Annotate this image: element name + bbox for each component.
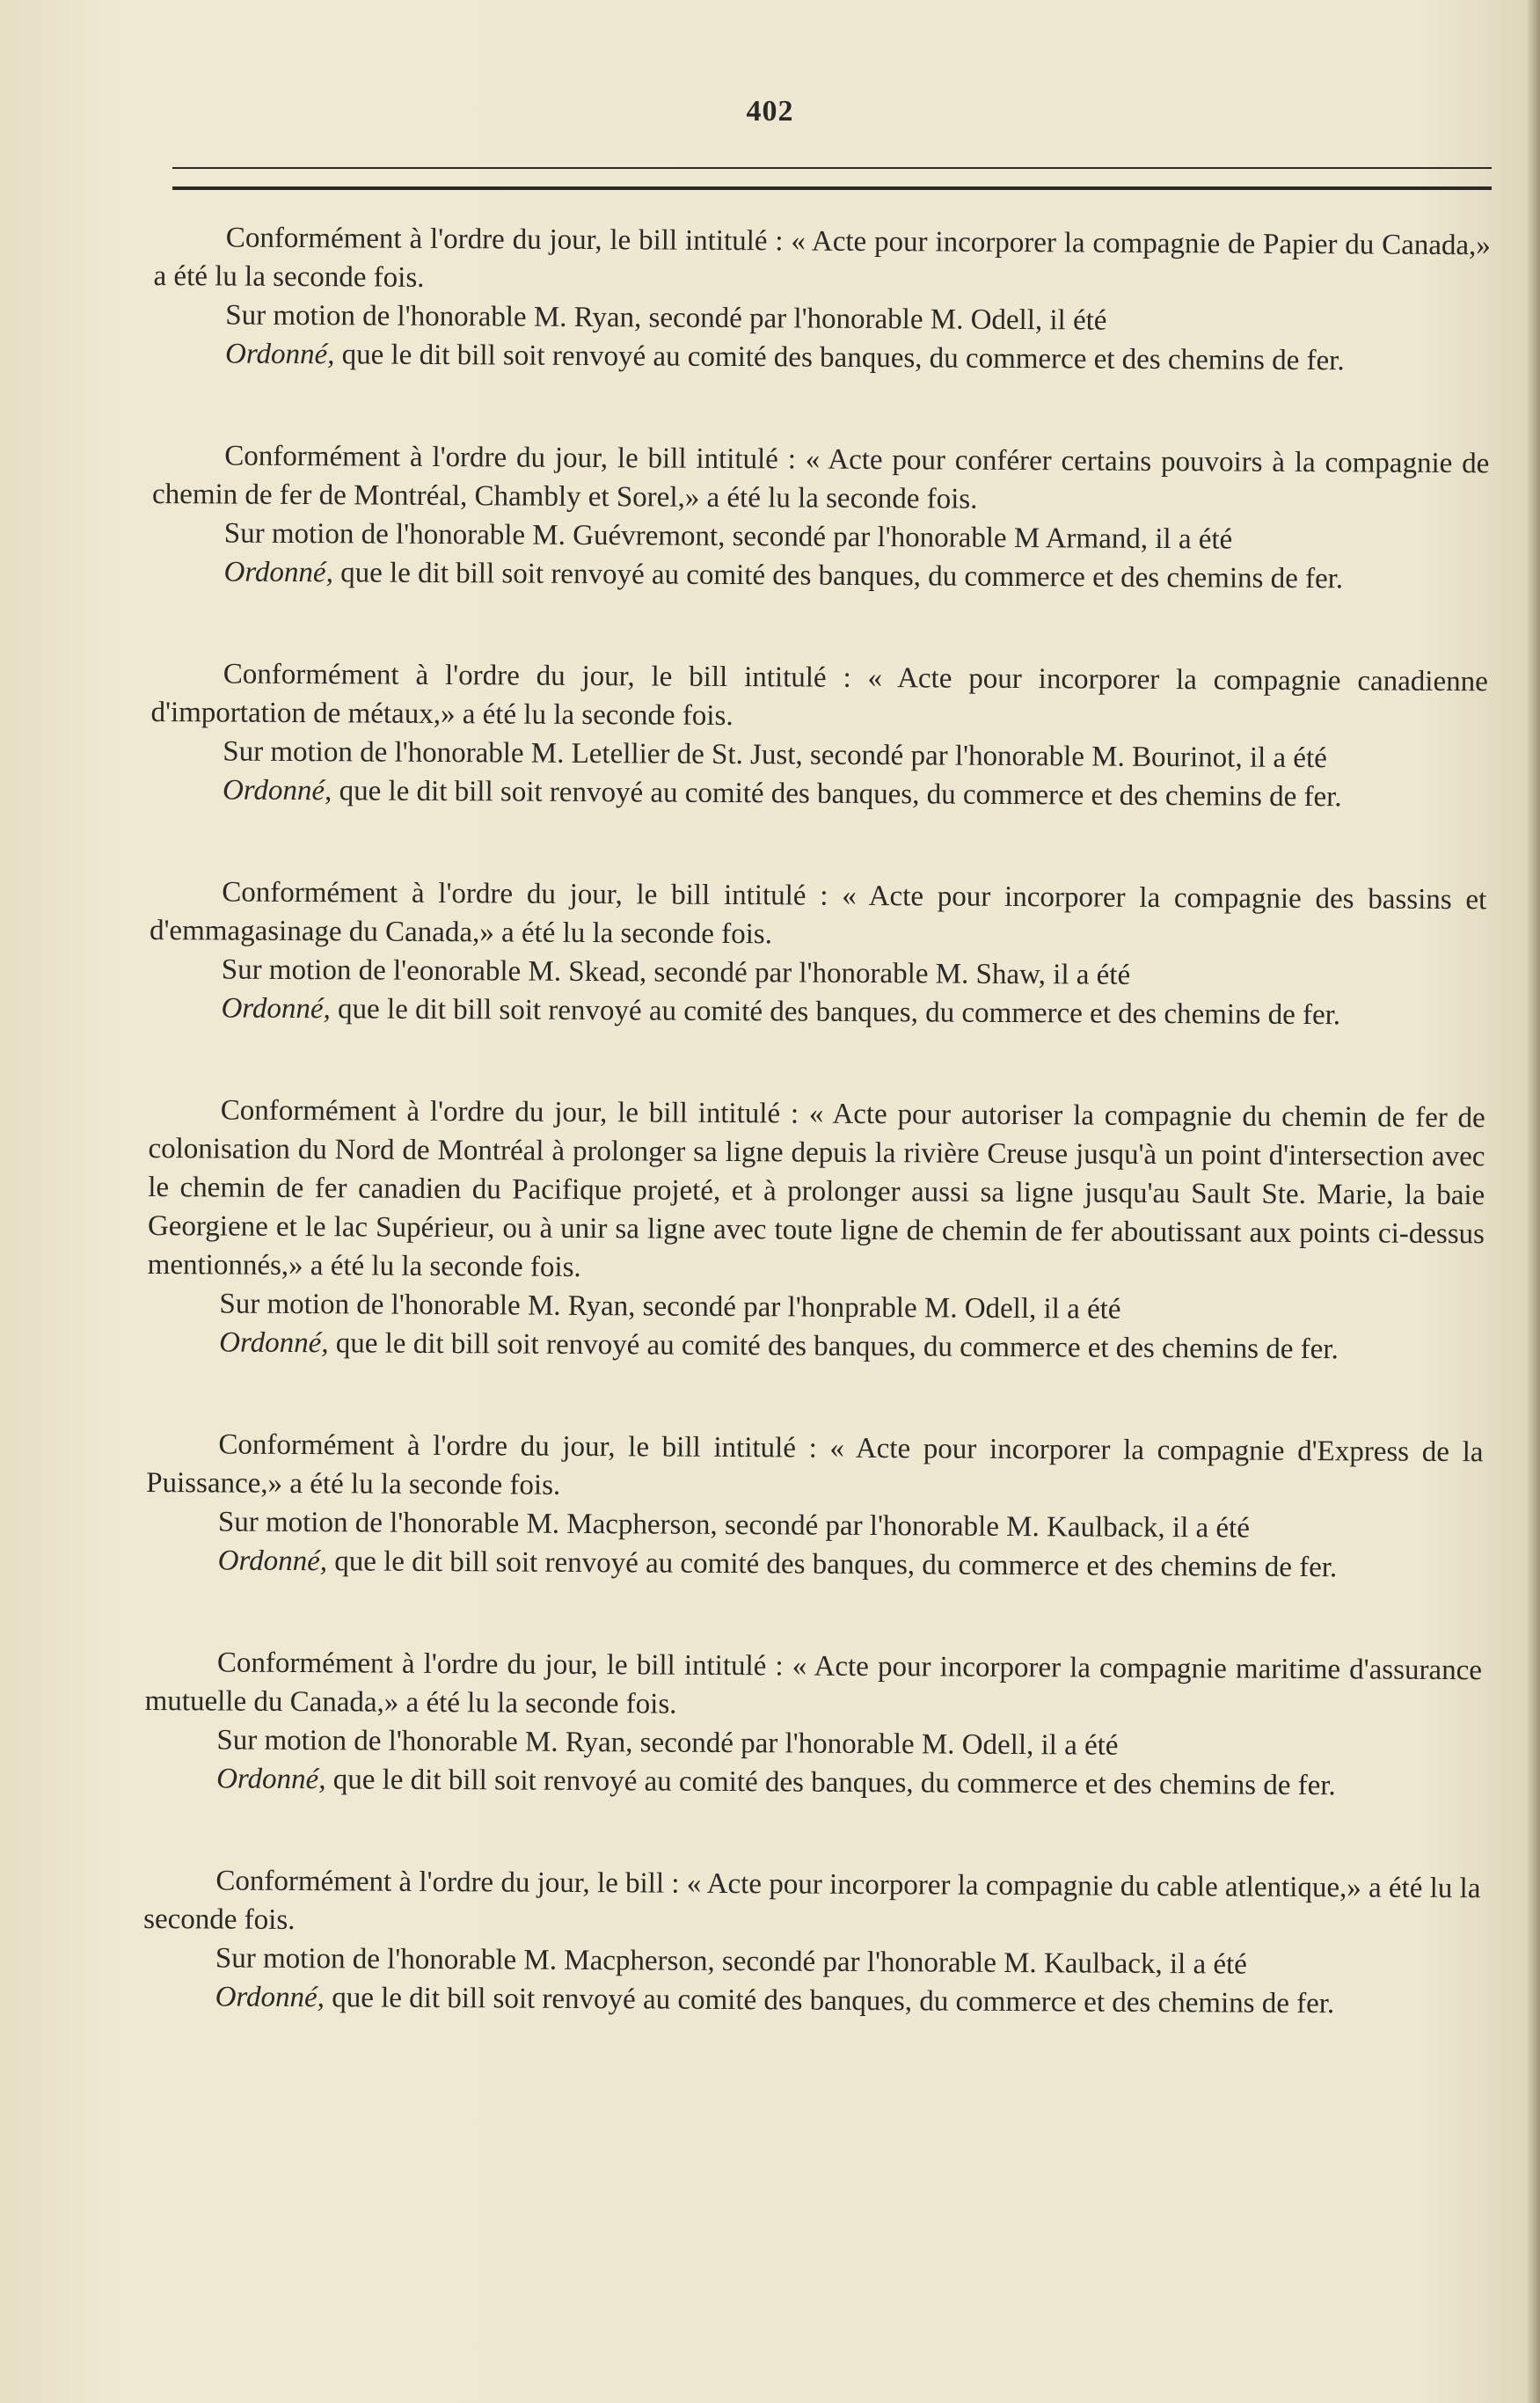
entry-order: que le dit bill soit renvoyé au comité des banques, du commerce et des chemins de fer. <box>332 1982 1335 2020</box>
entry-order-paragraph <box>149 989 1485 1035</box>
journal-body <box>142 218 1491 2087</box>
entry-motion: Sur motion de l'honorable M. Macpherson, secondé par l'honorable M. Kaulback, il a été <box>217 1506 1251 1545</box>
entry-intro: Conformément à l'ordre du jour, le bill : « Acte pour incorporer la compagnie du cable atlentique,» a été lu la seconde fois. <box>143 1865 1481 1937</box>
bill-entry <box>149 873 1486 1035</box>
order-word: Ordonné, <box>216 1763 326 1796</box>
entry-intro: Conformément à l'ordre du jour, le bill intitulé : « Acte pour incorporer la compagnie maritime d'assurance mutuelle du Canada,» a été lu la seconde fois. <box>144 1647 1483 1720</box>
entry-motion: Sur motion de l'honorable M. Ryan, secondé par l'honorable M. Odell, il a été <box>216 1724 1119 1762</box>
entry-motion: Sur motion de l'honorable M. Macpherson, secondé par l'honorable M. Kaulback, il a été <box>215 1942 1247 1981</box>
entry-order: que le dit bill soit renvoyé au comité des banques, du commerce et des chemins de fer. <box>334 1545 1338 1584</box>
entry-intro: Conformément à l'ordre du jour, le bill intitulé : « Acte pour incorporer la compagnie canadienne d'importation de métaux,» a été lu la seconde fois. <box>150 658 1488 733</box>
order-word: Ordonné, <box>215 1981 325 2014</box>
entry-order-paragraph <box>146 1541 1483 1588</box>
entry-order-paragraph <box>153 334 1490 381</box>
header-rule-thick <box>172 186 1492 190</box>
bill-entry <box>146 1425 1484 1588</box>
entry-order: que le dit bill soit renvoyé au comité des banques, du commerce et des chemins de fer. <box>340 557 1344 595</box>
entry-order-paragraph <box>151 552 1488 599</box>
bill-entry <box>150 654 1488 817</box>
entry-intro: Conformément à l'ordre du jour, le bill intitulé : « Acte pour autoriser la compagnie du chemin de fer de colonisation du Nord de Montréal à prolonger sa ligne depuis la rivière Creuse jusqu'à un point d'intersection avec le chemin de fer canadien du Pacifique projeté, et à prolonger aussi sa ligne jusqu'au Sault Ste. Marie, la baie Georgiene et le lac Supérieur, ou à unir sa ligne avec toute ligne de chemin de fer aboutissant aux points ci-dessus mentionnés,» a été lu la seconde fois. <box>147 1094 1485 1283</box>
order-word: Ordonné, <box>219 1326 329 1360</box>
bill-entry <box>147 1091 1485 1369</box>
entry-intro: Conformément à l'ordre du jour, le bill intitulé : « Acte pour conférer certains pouvoirs à la compagnie de chemin de fer de Montréal, Chambly et Sorel,» a été lu la seconde fois. <box>151 440 1490 515</box>
page-number: 402 <box>746 95 794 128</box>
page-edge-shadow <box>1528 0 1540 2403</box>
entry-motion: Sur motion de l'honorable M. Guévremont, secondé par l'honorable M Armand, il a été <box>223 517 1233 556</box>
entry-order-paragraph <box>143 1977 1480 2024</box>
bill-entry <box>143 1861 1481 2024</box>
entry-order-paragraph <box>147 1323 1484 1369</box>
entry-order-paragraph <box>150 771 1487 817</box>
bill-entry <box>153 218 1491 381</box>
entry-motion: Sur motion de l'eonorable M. Skead, secondé par l'honorable M. Shaw, il a été <box>221 953 1131 991</box>
entry-intro: Conformément à l'ordre du jour, le bill intitulé : « Acte pour incorporer la compagnie d'Express de la Puissance,» a été lu la seconde fois. <box>146 1428 1484 1501</box>
entry-motion: Sur motion de l'honorable M. Ryan, secondé par l'honorable M. Odell, il été <box>225 299 1107 337</box>
entry-order: que le dit bill soit renvoyé au comité des banques, du commerce et des chemins de fer. <box>332 1764 1336 1802</box>
entry-order: que le dit bill soit renvoyé au comité des banques, du commerce et des chemins de fer. <box>338 993 1341 1032</box>
order-word: Ordonné, <box>223 556 334 589</box>
entry-order-paragraph <box>144 1759 1481 1806</box>
order-word: Ordonné, <box>217 1545 328 1578</box>
entry-motion: Sur motion de l'honorable M. Letellier de St. Just, secondé par l'honorable M. Bourinot, il a été <box>223 735 1327 775</box>
header-rule-thin <box>172 167 1492 169</box>
order-word: Ordonné, <box>224 338 335 371</box>
entry-order: que le dit bill soit renvoyé au comité des banques, du commerce et des chemins de fer. <box>339 775 1342 814</box>
entry-order: que le dit bill soit renvoyé au comité des banques, du commerce et des chemins de fer. <box>335 1327 1339 1366</box>
entry-intro: Conformément à l'ordre du jour, le bill intitulé : « Acte pour incorporer la compagnie des bassins et d'emmagasinage du Canada,» a été lu la seconde fois. <box>149 876 1487 951</box>
bill-entry <box>151 436 1489 599</box>
bill-entry <box>144 1643 1482 1806</box>
order-word: Ordonné, <box>222 774 332 807</box>
entry-intro: Conformément à l'ordre du jour, le bill intitulé : « Acte pour incorporer la compagnie de Papier du Canada,» a été lu la seconde fois. <box>153 222 1491 294</box>
order-word: Ordonné, <box>221 992 331 1026</box>
entry-motion: Sur motion de l'honorable M. Ryan, secondé par l'honprable M. Odell, il a été <box>219 1288 1121 1326</box>
entry-order: que le dit bill soit renvoyé au comité des banques, du commerce et des chemins de fer. <box>341 339 1345 377</box>
